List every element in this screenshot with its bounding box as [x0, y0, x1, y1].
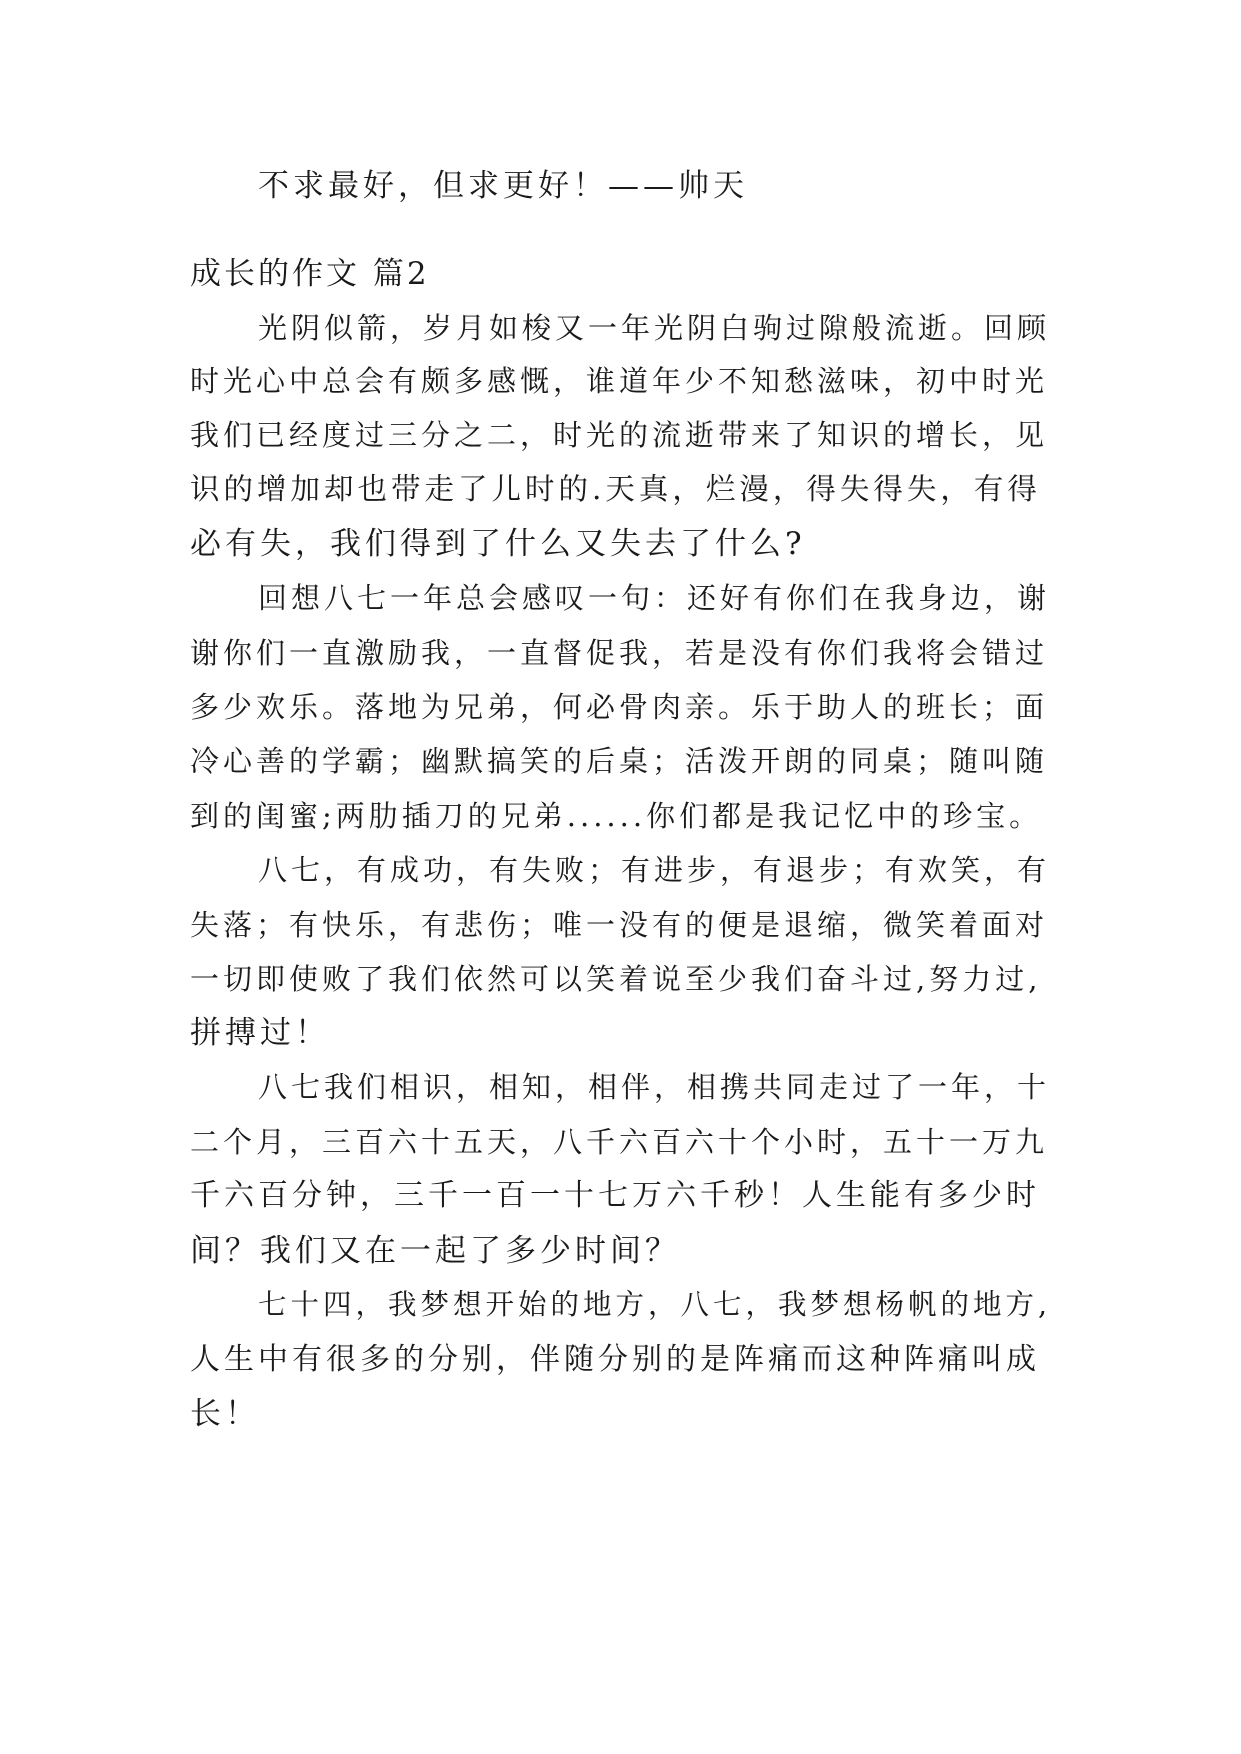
closing-line: 不求最好，但求更好！——帅天	[258, 168, 748, 204]
paragraph-2-line: 多少欢乐。落地为兄弟，何必骨肉亲。乐于助人的班长；面	[190, 690, 1049, 724]
paragraph-2-line: 到的闺蜜;两肋插刀的兄弟......你们都是我记忆中的珍宝。	[190, 799, 1043, 833]
paragraph-4-line: 八七我们相识，相知，相伴，相携共同走过了一年，十	[258, 1070, 1051, 1104]
paragraph-1-line: 我们已经度过三分之二，时光的流逝带来了知识的增长，见	[190, 418, 1049, 452]
paragraph-3-line: 一切即使败了我们依然可以笑着说至少我们奋斗过,努力过,	[190, 962, 1042, 996]
paragraph-2-line: 冷心善的学霸；幽默搞笑的后桌；活泼开朗的同桌；随叫随	[190, 744, 1049, 778]
paragraph-1-line: 必有失，我们得到了什么又失去了什么?	[190, 526, 806, 562]
paragraph-4-line: 间？我们又在一起了多少时间？	[190, 1233, 680, 1269]
paragraph-5-line: 人生中有很多的分别，伴随分别的是阵痛而这种阵痛叫成	[190, 1342, 1040, 1377]
paragraph-2-line: 谢你们一直激励我，一直督促我，若是没有你们我将会错过	[190, 636, 1049, 670]
paragraph-1-line: 光阴似箭，岁月如梭又一年光阴白驹过隙般流逝。回顾	[258, 311, 1051, 345]
essay-title: 成长的作文 篇2	[190, 256, 430, 292]
paragraph-3-line: 拼搏过！	[190, 1015, 330, 1051]
paragraph-1-line: 时光心中总会有颇多感慨，谁道年少不知愁滋味，初中时光	[190, 364, 1049, 398]
paragraph-5-line: 七十四，我梦想开始的地方，八七，我梦想杨帆的地方,	[258, 1288, 1052, 1321]
paragraph-3-line: 失落；有快乐，有悲伤；唯一没有的便是退缩，微笑着面对	[190, 908, 1049, 942]
paragraph-4-line: 二个月，三百六十五天，八千六百六十个小时，五十一万九	[190, 1125, 1049, 1159]
paragraph-5-line: 长！	[190, 1396, 260, 1432]
paragraph-2-line: 回想八七一年总会感叹一句：还好有你们在我身边，谢	[258, 581, 1051, 615]
paragraph-4-line: 千六百分钟，三千一百一十七万六千秒！人生能有多少时	[190, 1178, 1040, 1213]
paragraph-1-line: 识的增加却也带走了儿时的.天真，烂漫，得失得失，有得	[190, 472, 1041, 506]
paragraph-3-line: 八七，有成功，有失败；有进步，有退步；有欢笑，有	[258, 853, 1051, 887]
